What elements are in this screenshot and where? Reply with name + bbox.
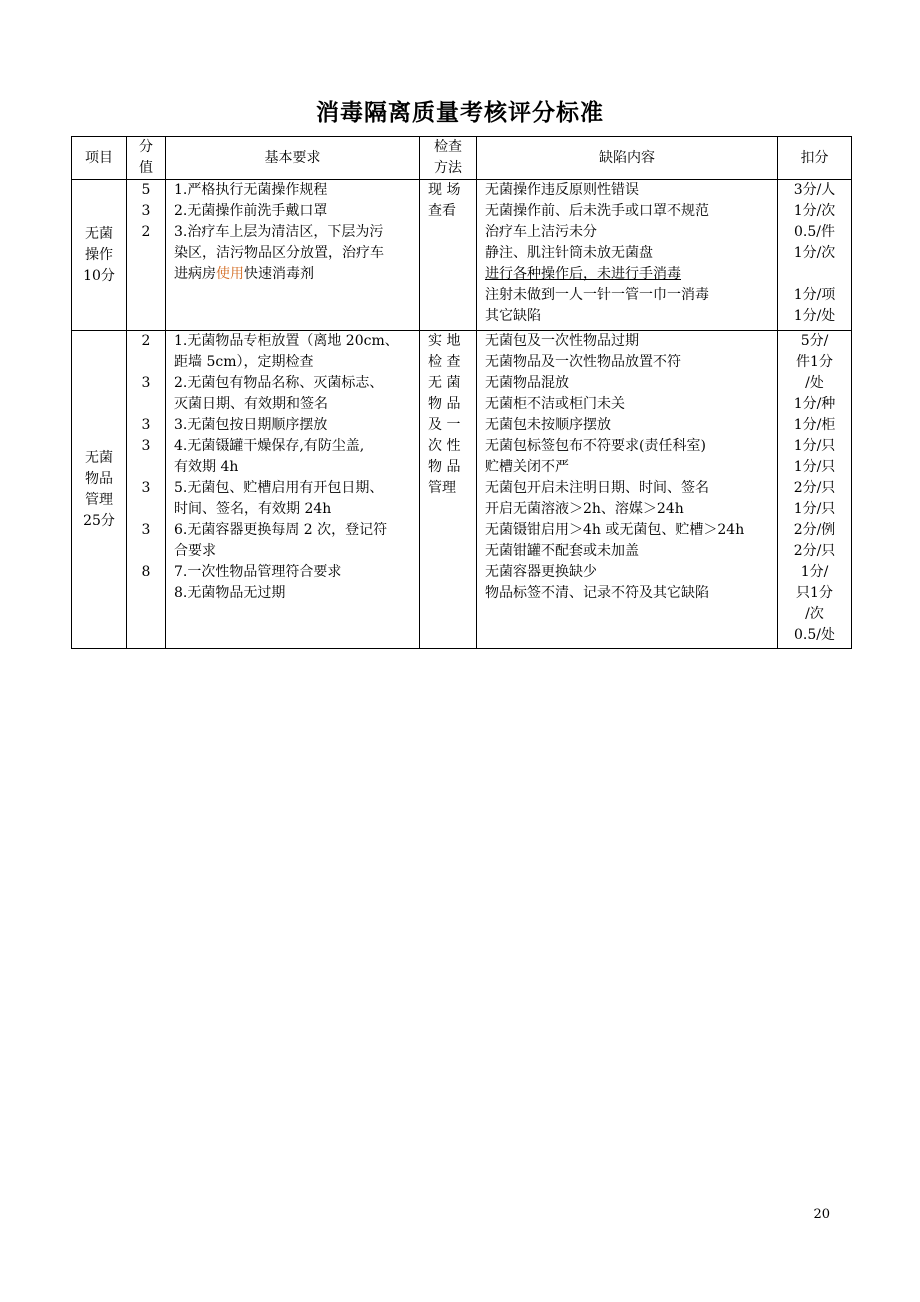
section1-requirements: 1.严格执行无菌操作规程 2.无菌操作前洗手戴口罩 3.治疗车上层为清洁区，下层为污 染区，洁污物品区分放置，治疗车 进病房使用快速消毒剂 xyxy=(166,180,420,331)
header-defects: 缺陷内容 xyxy=(477,137,778,180)
highlighted-word: 使用 xyxy=(216,266,244,282)
header-method: 检查 方法 xyxy=(420,137,477,180)
section2-scores: 2 3 3 3 3 3 8 xyxy=(127,331,166,649)
header-deduction: 扣分 xyxy=(778,137,852,180)
header-row xyxy=(72,137,852,180)
header-requirements: 基本要求 xyxy=(166,137,420,180)
section-sterile-items xyxy=(72,331,852,649)
section1-defects: 无菌操作违反原则性错误 无菌操作前、后未洗手或口罩不规范 治疗车上洁污未分 静注、肌注针筒未放无菌盘 进行各种操作后，未进行手消毒 注射未做到一人一针一管一巾一消毒 其它缺陷 xyxy=(477,180,778,331)
underlined-defect: 进行各种操作后，未进行手消毒 xyxy=(485,266,681,282)
section2-defects: 无菌包及一次性物品过期 无菌物品及一次性物品放置不符 无菌物品混放 无菌柜不洁或柜门未关 无菌包未按顺序摆放 无菌包标签包布不符要求(责任科室) 贮槽关闭不严 无菌包开启未注明日期、时间、签名 开启无菌溶液＞2h、溶媒＞24h 无菌镊钳启用＞4h 或无菌包、贮槽＞24h 无菌钳罐不配套或未加盖 无菌容器更换缺少 物品标签不清、记录不符及其它缺陷 xyxy=(477,331,778,649)
page-number: 20 xyxy=(813,1207,830,1222)
section-aseptic-operation xyxy=(72,180,852,331)
section2-method: 实 地 检 查 无 菌 物 品 及 一 次 性 物 品 管理 xyxy=(420,331,477,649)
header-score: 分 值 xyxy=(127,137,166,180)
section1-deductions: 3分/人 1分/次 0.5/件 1分/次 1分/项 1分/处 xyxy=(778,180,852,331)
section1-scores: 5 3 2 xyxy=(127,180,166,331)
section1-method: 现 场 查看 xyxy=(420,180,477,331)
header-item: 项目 xyxy=(72,137,127,180)
section2-requirements: 1.无菌物品专柜放置（离地 20cm、 距墙 5cm），定期检查 2.无菌包有物品名称、灭菌标志、 灭菌日期、有效期和签名 3.无菌包按日期顺序摆放 4.无菌镊罐干燥保存,有防尘盖, 有效期 4h 5.无菌包、贮槽启用有开包日期、 时间、签名，有效期 24h 6.无菌容器更换每周 2 次，登记符 合要求 7.一次性物品管理符合要求 8.无菌物品无过期 xyxy=(166,331,420,649)
req3-line3: 进病房使用快速消毒剂 xyxy=(174,266,314,282)
scoring-table xyxy=(71,136,852,649)
document-title: 消毒隔离质量考核评分标准 xyxy=(316,100,604,126)
section1-name: 无菌 操作 10分 xyxy=(72,180,127,331)
section2-name: 无菌 物品 管理 25分 xyxy=(72,331,127,649)
section2-deductions: 5分/ 件1分 /处 1分/种 1分/柜 1分/只 1分/只 2分/只 1分/只 2分/例 2分/只 1分/ 只1分 /次 0.5/处 xyxy=(778,331,852,649)
